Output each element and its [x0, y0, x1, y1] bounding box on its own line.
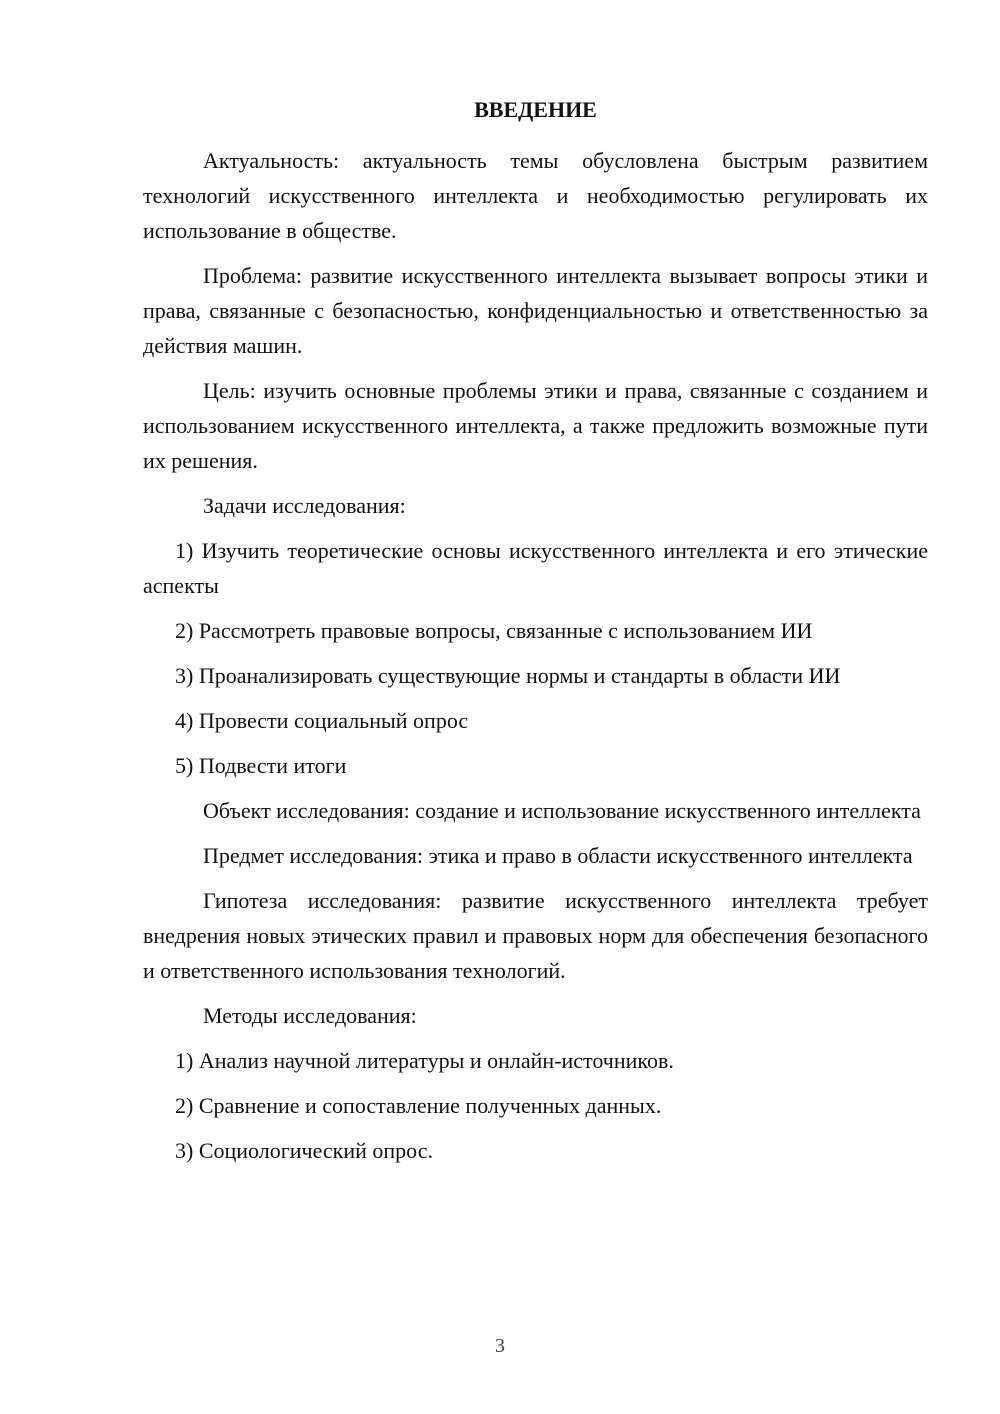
- paragraph-tasks-heading: Задачи исследования:: [203, 493, 406, 518]
- page-body: [143, 143, 928, 1178]
- task-item-1: 1) Изучить теоретические основы искусственного интеллекта и его этические аспекты: [143, 538, 928, 598]
- page-title: ВВЕДЕНИЕ: [474, 97, 597, 122]
- paragraph-hypothesis: Гипотеза исследования: развитие искусственного интеллекта требует внедрения новых этических правил и правовых норм для обеспечения безопасного и ответственного использования технологий.: [143, 888, 928, 983]
- method-item-1: 1) Анализ научной литературы и онлайн-источников.: [175, 1048, 674, 1073]
- task-item-4: 4) Провести социальный опрос: [175, 708, 469, 733]
- task-item-2: 2) Рассмотреть правовые вопросы, связанные с использованием ИИ: [175, 618, 813, 643]
- method-item-2: 2) Сравнение и сопоставление полученных данных.: [175, 1093, 662, 1118]
- task-item-3: 3) Проанализировать существующие нормы и стандарты в области ИИ: [175, 663, 841, 688]
- page-number: 3: [495, 1335, 505, 1357]
- paragraph-methods-heading: Методы исследования:: [203, 1003, 417, 1028]
- paragraph-subject: Предмет исследования: этика и право в области искусственного интеллекта: [203, 843, 913, 868]
- task-item-5: 5) Подвести итоги: [175, 753, 347, 778]
- method-item-3: 3) Социологический опрос.: [175, 1138, 433, 1163]
- paragraph-goal: Цель: изучить основные проблемы этики и права, связанные с созданием и использованием искусственного интеллекта, а также предложить возможные пути их решения.: [143, 378, 928, 473]
- paragraph-object: Объект исследования: создание и использование искусственного интеллекта: [203, 798, 921, 823]
- paragraph-relevance: Актуальность: актуальность темы обусловлена быстрым развитием технологий искусственного интеллекта и необходимостью регулировать их использование в обществе.: [143, 148, 928, 243]
- paragraph-problem: Проблема: развитие искусственного интеллекта вызывает вопросы этики и права, связанные с безопасностью, конфиденциальностью и ответственностью за действия машин.: [143, 263, 928, 358]
